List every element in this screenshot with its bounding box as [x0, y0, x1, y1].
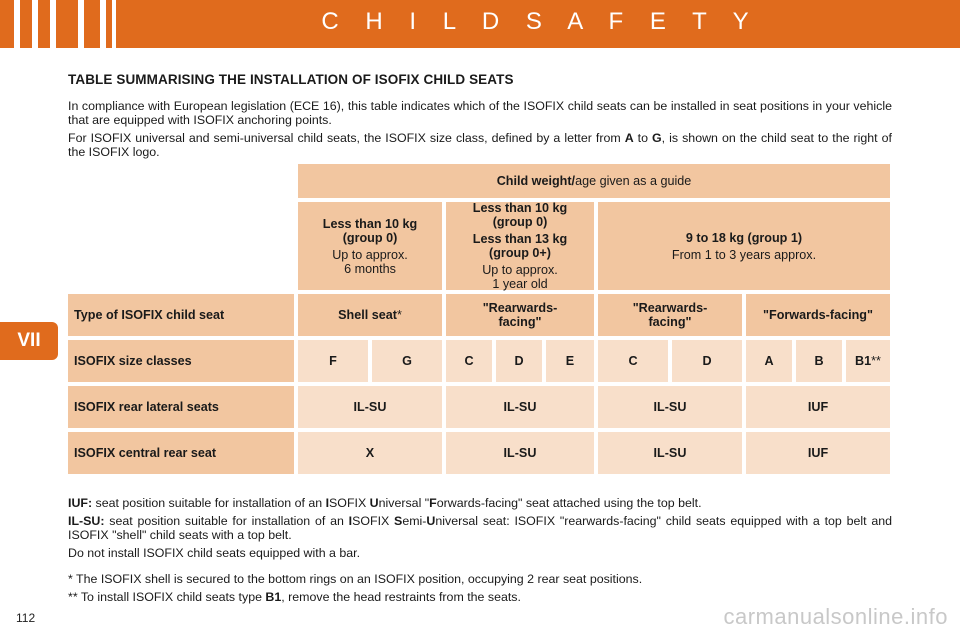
size-cell: G: [372, 340, 442, 382]
footnote-ilsu: [68, 514, 892, 542]
type-shell: [298, 294, 442, 336]
header-stripe: [50, 0, 56, 48]
page-number: 112: [16, 611, 36, 625]
footnote-letter: I: [348, 514, 353, 528]
header-stripe: [100, 0, 106, 48]
group-age: From 1 to 3 years approx.: [671, 247, 817, 262]
footnotes-section: [68, 496, 892, 608]
header-band: [0, 0, 960, 48]
lateral-cell: IL-SU: [598, 386, 742, 428]
footnote-letter: U: [426, 514, 436, 528]
group-weight: Less than 10 kg: [322, 216, 418, 231]
footnote-star2: [68, 590, 892, 604]
size-cell: A: [746, 340, 792, 382]
footnote-text: orwards-facing" seat attached using the top belt.: [436, 496, 702, 510]
type-text: facing": [648, 315, 692, 329]
footnote-text: seat position suitable for installation of an: [104, 514, 349, 528]
group-weight: Less than 13 kg: [472, 232, 568, 246]
footnote-mark: **: [871, 354, 881, 368]
footnote-text: SOFIX: [352, 514, 395, 528]
footnote-text: seat position suitable for installation of an: [92, 496, 326, 510]
weight-header-text: age given as a guide: [575, 174, 692, 188]
size-cell: C: [598, 340, 668, 382]
group-weight: 9 to 18 kg (group 1): [685, 230, 803, 245]
footnote-letter: I: [325, 496, 330, 510]
group-cell-0plus: [446, 202, 594, 290]
size-letter-a: A: [624, 131, 634, 145]
footnote-letter: S: [394, 514, 403, 528]
footnote-star1: * The ISOFIX shell is secured to the bottom rings on an ISOFIX position, occupying 2 rear seat positions.: [68, 572, 643, 586]
header-stripe: [78, 0, 84, 48]
row-label-lateral: ISOFIX rear lateral seats: [68, 386, 294, 428]
intro-text: , is shown on the child seat to the right of the ISOFIX logo.: [68, 131, 892, 159]
size-cell: E: [546, 340, 594, 382]
size-cell: B: [796, 340, 842, 382]
footnote-letter: U: [369, 496, 379, 510]
weight-header-cell: [298, 164, 890, 198]
footnote-no-bar: Do not install ISOFIX child seats equipped with a bar.: [68, 546, 361, 560]
intro-text: to: [633, 131, 653, 145]
footnote-text: emi-: [402, 514, 427, 528]
weight-header-bold: Child weight/: [496, 174, 576, 188]
group-cell-0: [298, 202, 442, 290]
site-watermark: carmanualsonline.info: [723, 604, 948, 629]
type-text: "Rearwards-: [482, 301, 558, 315]
footnote-iuf: [68, 496, 892, 510]
central-cell: IUF: [746, 432, 890, 474]
footnote-key: IUF:: [68, 496, 93, 510]
type-text: facing": [498, 315, 542, 329]
central-cell: IL-SU: [598, 432, 742, 474]
group-age: 6 months: [344, 261, 396, 276]
group-name: (group 0): [492, 215, 548, 229]
chapter-tab: VII: [0, 322, 58, 360]
footnote-text: ** To install ISOFIX child seats type: [68, 590, 266, 604]
footnote-letter: F: [429, 496, 437, 510]
intro-text: For ISOFIX universal and semi-universal child seats, the ISOFIX size class, defined by a letter from: [68, 131, 625, 145]
group-cell-1: [598, 202, 890, 290]
central-cell: X: [298, 432, 442, 474]
footnote-letter: B1: [265, 590, 282, 604]
type-rearwards-0plus: [446, 294, 594, 336]
type-forwards: "Forwards-facing": [746, 294, 890, 336]
footnote-key: IL-SU:: [68, 514, 105, 528]
group-age: Up to approx.: [332, 247, 408, 262]
type-shell-text: Shell seat: [338, 308, 397, 322]
lateral-cell: IUF: [746, 386, 890, 428]
type-text: "Rearwards-: [632, 301, 708, 315]
row-label-type: Type of ISOFIX child seat: [68, 294, 294, 336]
group-name: (group 0+): [489, 246, 551, 260]
group-name: (group 0): [342, 230, 398, 245]
footnote-text: niversal seat: ISOFIX "rearwards-facing" child seats equipped with a top belt and ISOFIX "shell" child seats with a top belt.: [68, 514, 893, 542]
group-age: 1 year old: [492, 277, 548, 291]
header-stripe: [14, 0, 20, 48]
section-heading: TABLE SUMMARISING THE INSTALLATION OF ISOFIX CHILD SEATS: [68, 72, 514, 87]
footnote-text: , remove the head restraints from the seats.: [281, 590, 521, 604]
size-cell: F: [298, 340, 368, 382]
header-stripe: [112, 0, 116, 48]
lateral-cell: IL-SU: [446, 386, 594, 428]
central-cell: IL-SU: [446, 432, 594, 474]
page-title: C H I L D S A F E T Y: [321, 8, 759, 35]
footnote-mark: *: [396, 308, 402, 322]
row-label-size: ISOFIX size classes: [68, 340, 294, 382]
intro-paragraph-2: [68, 131, 892, 159]
footnote-text: SOFIX: [329, 496, 370, 510]
size-cell: C: [446, 340, 492, 382]
size-cell-b1: [846, 340, 890, 382]
group-age: Up to approx.: [482, 263, 558, 277]
row-label-central: ISOFIX central rear seat: [68, 432, 294, 474]
group-weight: Less than 10 kg: [472, 201, 568, 215]
header-stripe: [32, 0, 38, 48]
lateral-cell: IL-SU: [298, 386, 442, 428]
intro-paragraph-1: In compliance with European legislation (ECE 16), this table indicates which of the ISOFIX child seats can be installed in seat positions in your vehicle that are equipped with ISOFIX anchoring points.: [68, 99, 892, 127]
size-cell: D: [672, 340, 742, 382]
size-text: B1: [855, 354, 872, 368]
footnote-text: niversal ": [378, 496, 430, 510]
type-rearwards-1: [598, 294, 742, 336]
size-letter-g: G: [652, 131, 662, 145]
intro-section: [68, 72, 892, 163]
size-cell: D: [496, 340, 542, 382]
